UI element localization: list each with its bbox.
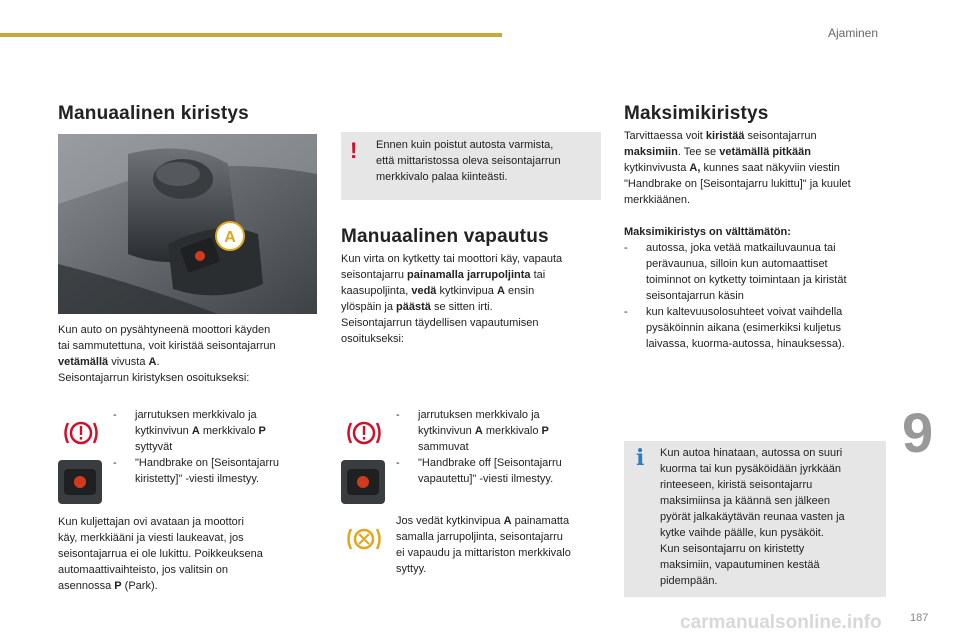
middle-indicator-list <box>396 407 601 487</box>
brake-warning-icon <box>62 417 100 449</box>
left-door-paragraph: Kun kuljettajan ovi avataan ja moottori käy, merkkiääni ja viesti laukeavat, jos seisontajarrua ei ole lukittu. Poikkeuksena automaattivaihteisto, jos valitsin on asennossa P (Park). <box>58 516 263 592</box>
list-item: - "Handbrake on [Seisontajarru kiristetty]" -viesti ilmestyy. <box>113 457 279 485</box>
left-intro-paragraph: Kun auto on pysähtyneenä moottori käyden tai sammutettuna, voit kiristää seisontajarrun vetämällä vivusta A. Seisontajarrun kiristyksen osoitukseksi: <box>58 324 276 384</box>
right-subheading: Maksimikiristys on välttämätön: <box>624 226 791 238</box>
handbrake-switch-icon <box>57 459 103 505</box>
right-max-paragraph: Tarvittaessa voit kiristää seisontajarrun maksimiin. Tee se vetämällä pitkään kytkinvivusta A, kunnes saat näkyviin viestin "Handbrake on [Seisontajarru lukittu]" ja kuulet merkkiäänen. <box>624 130 851 206</box>
brake-fault-icon <box>345 524 383 554</box>
handbrake-illustration <box>58 134 317 314</box>
handbrake-photo <box>58 134 317 314</box>
brake-warning-icon <box>345 417 383 449</box>
left-indicator-list <box>113 407 313 487</box>
exclamation-icon: ! <box>350 138 358 163</box>
list-item: - "Handbrake off [Seisontajarru vapautettu]" -viesti ilmestyy. <box>396 457 562 485</box>
info-box: i Kun autoa hinataan, autossa on suuri kuorma tai kun pysäköidään jyrkkään rinteeseen, kiristä seisontajarru maksimiinsa ja käännä sen jälkeen pyörät jalkakäytävän reunaa vasten ja kytke vaihde päälle, kun pysäköit. Kun seisontajarru on kiristetty maksimiin, vapautuminen kestää pidempään. <box>624 441 886 597</box>
info-icon: i <box>636 445 645 471</box>
left-title: Manuaalinen kiristys <box>58 103 249 124</box>
list-item: - autossa, joka vetää matkailuvaunua tai perävaunua, silloin kun automaattiset toiminnot on kytketty toimintaan ja kiristät seisontajarrun käsin <box>624 242 847 302</box>
right-title: Maksimikiristys <box>624 103 769 124</box>
middle-note-paragraph: Jos vedät kytkinvipua A painamatta samalla jarrupoljinta, seisontajarru ei vapaudu ja mittariston merkkivalo syttyy. <box>396 515 571 575</box>
warning-box: ! Ennen kuin poistut autosta varmista, että mittaristossa oleva seisontajarrun merkkivalo palaa kiinteästi. <box>341 132 601 200</box>
handbrake-switch-icon <box>340 459 386 505</box>
list-item: - kun kaltevuusolosuhteet voivat vaihdella pysäköinnin aikana (esimerkiksi kuljetus laivassa, kuorma-autossa, hinauksessa). <box>624 306 845 350</box>
right-conditions-list <box>624 240 886 352</box>
section-title: Ajaminen <box>828 26 879 40</box>
list-item: - jarrutuksen merkkivalo ja kytkinvivun A merkkivalo P syttyvät <box>113 409 266 453</box>
page-number: 187 <box>910 612 929 624</box>
middle-title: Manuaalinen vapautus <box>341 226 549 247</box>
photo-label-a: A <box>224 229 236 246</box>
list-item: - jarrutuksen merkkivalo ja kytkinvivun A merkkivalo P sammuvat <box>396 409 549 453</box>
middle-release-paragraph: Kun virta on kytketty tai moottori käy, vapauta seisontajarru painamalla jarrupoljinta tai kaasupoljinta, vedä kytkinvipua A ensin ylöspäin ja päästä se sitten irti. Seisontajarrun täydellisen vapautumisen osoitukseksi: <box>341 253 563 345</box>
header-accent-bar <box>0 33 502 37</box>
watermark: carmanualsonline.info <box>680 612 882 633</box>
chapter-number: 9 <box>902 401 934 464</box>
